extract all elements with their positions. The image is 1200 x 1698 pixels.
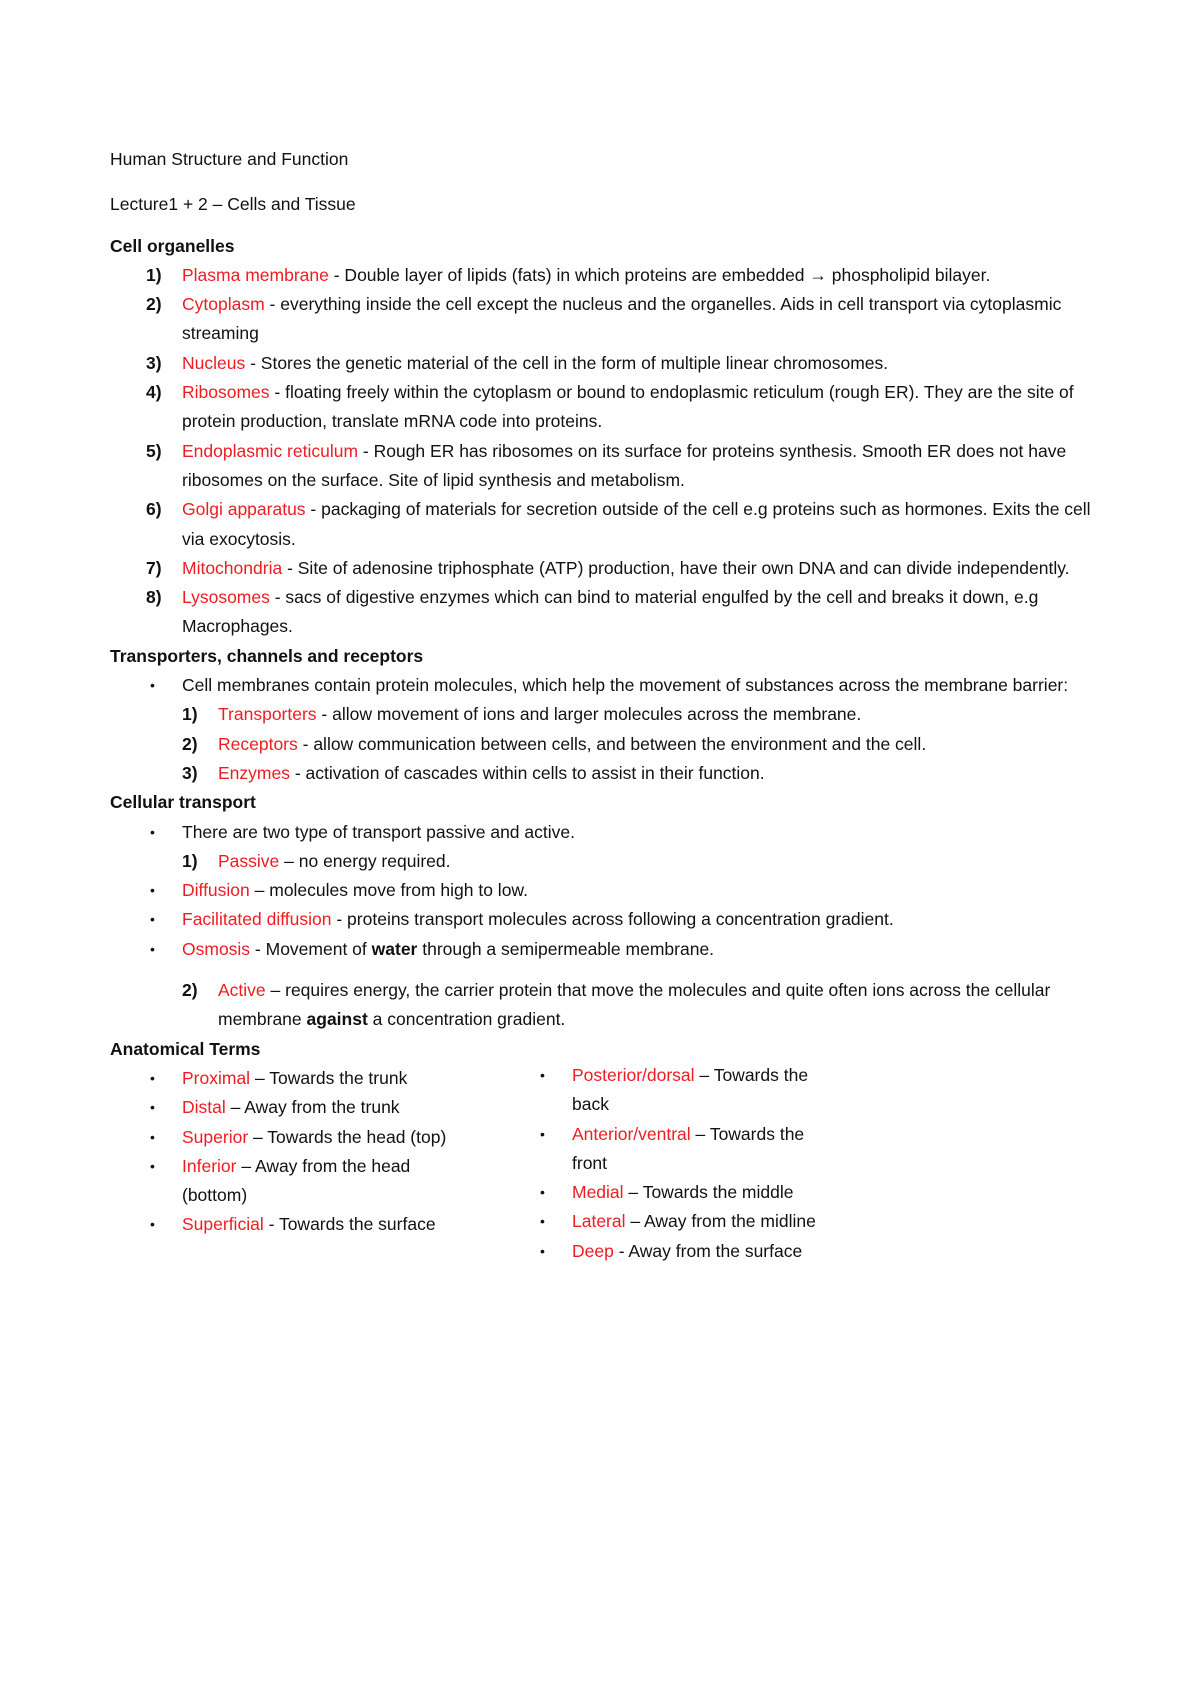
list-number: 5) (146, 440, 162, 461)
term-description: - Site of adenosine triphosphate (ATP) production, have their own DNA and can divide independently. (282, 557, 1070, 578)
list-number: 8) (146, 587, 162, 608)
bullet-item (500, 1061, 840, 1120)
bullet-item (110, 1123, 450, 1152)
document-body (110, 145, 1100, 1266)
list-number: 2) (182, 733, 198, 754)
bullet-item (110, 876, 1100, 905)
term-label: Lysosomes (182, 587, 270, 608)
list-item (110, 847, 1100, 876)
bullet-item (500, 1237, 840, 1266)
list-number: 6) (146, 499, 162, 520)
term-description: – Away from the head (bottom) (182, 1155, 411, 1206)
term-description: - everything inside the cell except the nucleus and the organelles. Aids in cell transport via cytoplasmic streaming (182, 294, 1062, 344)
term-label: Endoplasmic reticulum (182, 440, 359, 461)
bullet-item (110, 905, 1100, 934)
emphasis-text: water (371, 938, 418, 959)
bullet-icon: • (540, 1184, 545, 1201)
list-number: 2) (146, 294, 162, 315)
term-label: Receptors (218, 733, 298, 754)
list-item (110, 261, 1100, 290)
bullet-icon: • (150, 911, 155, 928)
list-number: 1) (182, 850, 198, 871)
bullet-text: There are two type of transport passive and active. (182, 821, 575, 842)
bullet-item (500, 1178, 840, 1207)
spacer (110, 964, 1100, 976)
term-label: Lateral (572, 1211, 626, 1232)
term-label: Ribosomes (182, 382, 270, 403)
list-item (110, 495, 1100, 554)
term-description: - Stores the genetic material of the cell in the form of multiple linear chromosomes. (245, 352, 889, 373)
section-heading-transport: Cellular transport (110, 792, 256, 813)
bullet-item (110, 1152, 450, 1211)
term-label: Superior (182, 1126, 249, 1147)
bullet-icon: • (540, 1125, 545, 1142)
term-description: - Away from the surface (613, 1240, 803, 1261)
term-label: Passive (218, 850, 280, 871)
list-item (110, 976, 1100, 1035)
section-heading-anatomical: Anatomical Terms (110, 1038, 261, 1059)
term-description: - Movement of (250, 938, 372, 959)
term-description: - allow communication between cells, and between the environment and the cell. (297, 733, 927, 754)
term-description: - Towards the surface (263, 1214, 436, 1235)
bullet-icon: • (150, 823, 155, 840)
bullet-item (500, 1120, 840, 1179)
term-description: – Away from the midline (625, 1211, 816, 1232)
bullet-text: Cell membranes contain protein molecules, which help the movement of substances across the membrane barrier: (182, 675, 1069, 696)
term-label: Anterior/ventral (572, 1123, 691, 1144)
term-description: - sacs of digestive enzymes which can bind to material engulfed by the cell and breaks it down, e.g Macrophages. (182, 587, 1039, 637)
term-description: - packaging of materials for secretion outside of the cell e.g proteins such as hormones. Exits the cell via exocytosis. (182, 499, 1091, 549)
bullet-icon: • (150, 1099, 155, 1116)
term-description: - floating freely within the cytoplasm or bound to endoplasmic reticulum (rough ER). They are the site of protein production, translate mRNA code into proteins. (182, 382, 1074, 432)
term-label: Posterior/dorsal (572, 1064, 695, 1085)
list-item (110, 583, 1100, 642)
bullet-item (110, 1210, 450, 1239)
bullet-icon: • (150, 1069, 155, 1086)
bullet-icon: • (150, 1128, 155, 1145)
term-description: – no energy required. (279, 850, 451, 871)
list-number: 3) (182, 762, 198, 783)
lecture-title: Lecture1 + 2 – Cells and Tissue (110, 194, 356, 215)
term-label: Distal (182, 1097, 226, 1118)
term-label: Superficial (182, 1214, 264, 1235)
bullet-icon: • (150, 677, 155, 694)
term-label: Inferior (182, 1155, 237, 1176)
term-description: - Double layer of lipids (fats) in which proteins are embedded (328, 264, 810, 285)
term-description: – requires energy, the carrier protein that move the molecules and quite often ions across the cellular membrane (218, 980, 1051, 1030)
list-number: 2) (182, 980, 198, 1001)
bullet-item (110, 1064, 450, 1093)
term-label: Diffusion (182, 880, 250, 901)
list-item (110, 378, 1100, 437)
bullet-icon: • (540, 1242, 545, 1259)
term-description: – Towards the trunk (250, 1067, 408, 1088)
term-label: Golgi apparatus (182, 499, 306, 520)
term-description: - Rough ER has ribosomes on its surface for proteins synthesis. Smooth ER does not have ribosomes on the surface. Site of lipid synthesis and metabolism. (182, 440, 1067, 490)
term-label: Mitochondria (182, 557, 283, 578)
bullet-item (110, 935, 1100, 964)
anatomical-terms-columns (110, 1064, 1100, 1266)
bullet-icon: • (540, 1213, 545, 1230)
term-description: – Towards the back (572, 1064, 809, 1115)
list-number: 1) (182, 704, 198, 725)
bullet-item (500, 1207, 840, 1236)
term-description: - allow movement of ions and larger molecules across the membrane. (316, 704, 862, 725)
term-label: Active (218, 980, 266, 1001)
term-label: Cytoplasm (182, 294, 265, 315)
bullet-icon: • (150, 882, 155, 899)
section-heading-transporters: Transporters, channels and receptors (110, 645, 424, 666)
list-item (110, 554, 1100, 583)
list-number: 3) (146, 352, 162, 373)
term-label: Deep (572, 1240, 614, 1261)
arrow-right-icon: → (809, 264, 827, 285)
page-title: Human Structure and Function (110, 149, 349, 169)
term-description: – Towards the middle (623, 1182, 794, 1203)
bullet-item (110, 671, 1100, 700)
term-description: a concentration gradient. (367, 1009, 566, 1030)
term-description: – Away from the trunk (225, 1097, 400, 1118)
term-label: Enzymes (218, 762, 290, 783)
term-description: - activation of cascades within cells to assist in their function. (289, 762, 765, 783)
bullet-icon: • (540, 1066, 545, 1083)
term-label: Proximal (182, 1067, 251, 1088)
emphasis-text: against (306, 1009, 368, 1030)
term-description: – Towards the head (top) (248, 1126, 447, 1147)
anatomical-terms-right (500, 1061, 840, 1266)
list-item (110, 349, 1100, 378)
bullet-icon: • (150, 1157, 155, 1174)
term-label: Osmosis (182, 938, 251, 959)
term-label: Facilitated diffusion (182, 909, 332, 930)
term-description: – molecules move from high to low. (249, 880, 528, 901)
list-item (110, 437, 1100, 496)
bullet-icon: • (150, 1216, 155, 1233)
term-label: Medial (572, 1182, 624, 1203)
list-item (110, 730, 1100, 759)
term-label: Plasma membrane (182, 264, 329, 285)
bullet-icon: • (150, 940, 155, 957)
term-description: – Towards the front (572, 1123, 805, 1173)
list-item (110, 700, 1100, 729)
list-number: 7) (146, 557, 162, 578)
bullet-item (110, 1093, 450, 1122)
list-item (110, 290, 1100, 349)
list-number: 1) (146, 264, 162, 285)
term-description: - proteins transport molecules across following a concentration gradient. (331, 909, 894, 930)
bullet-item (110, 818, 1100, 847)
term-label: Nucleus (182, 352, 246, 373)
term-description: phospholipid bilayer. (826, 264, 991, 285)
list-item (110, 759, 1100, 788)
anatomical-terms-left (110, 1064, 450, 1266)
list-number: 4) (146, 382, 162, 403)
term-label: Transporters (218, 704, 317, 725)
term-description: through a semipermeable membrane. (417, 938, 715, 959)
section-heading-organelles: Cell organelles (110, 235, 235, 256)
